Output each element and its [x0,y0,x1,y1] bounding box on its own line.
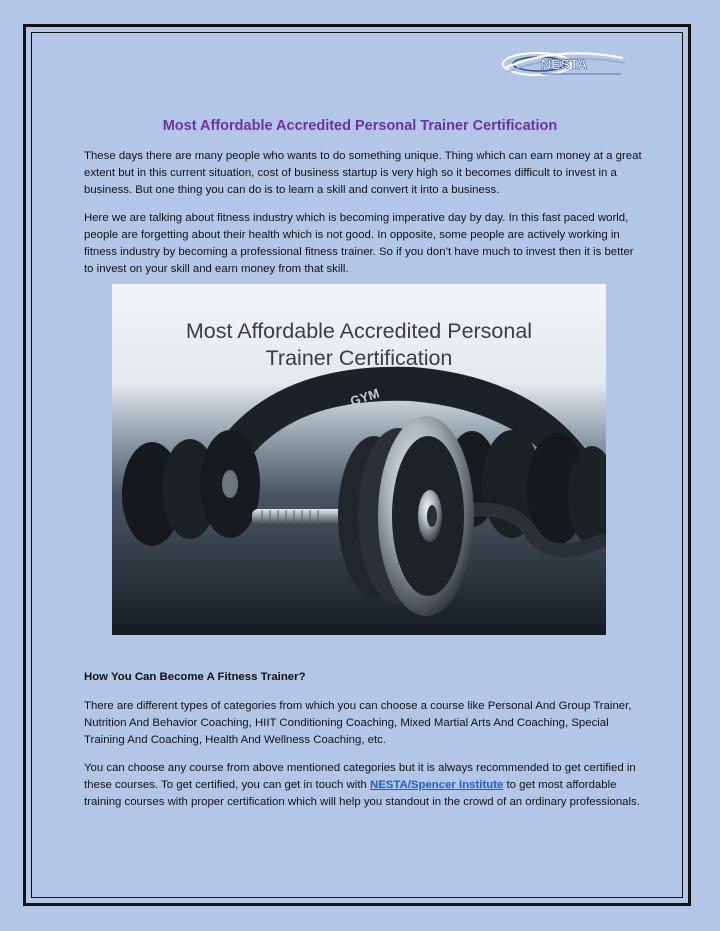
bag-text: GYM [348,385,382,409]
section-paragraph-2-end: to get most affordable training courses with proper certification which will help you standout in the crowd of an ordinary professionals. [84,779,640,808]
intro-paragraph-2: Here we are talking about fitness industry which is becoming imperative day by day. In this fast paced world, people are forgetting about their health which is not good. In opposite, some people are actively working in fitness industry by becoming a professional fitness trainer. So if you don’t have much to invest then it is better to invest on your skill and earn money from that skill. [84,212,634,275]
section-paragraph-1: There are different types of categories from which you can choose a course like Personal And Group Trainer, Nutrition And Behavior Coaching, HIIT Conditioning Coaching, Mixed Martial Arts And Coaching, Special Training And Coaching, Health And Wellness Coaching, etc. [84,700,632,746]
article-title: Most Affordable Accredited Personal Trainer Certification [162,118,558,134]
intro-paragraph-1: These days there are many people who wants to do something unique. Thing which can earn money at a great extent but in this current situation, cost of business startup is very high so it becomes difficult to invest in a business. But one thing you can do is to learn a skill and convert it into a business. [84,150,642,196]
hero-image [112,284,606,635]
logo-text: NESTA [541,56,588,72]
hero-caption-line-2: Trainer Certification [265,346,453,370]
section-paragraph-2-start: You can choose any course from above mentioned categories but it is always recommended to get certified in these courses. To get certified, you can get in touch with [84,762,636,791]
hero-caption [112,318,606,372]
nesta-logo [497,49,629,79]
hero-caption-line-1: Most Affordable Accredited Personal [185,319,533,343]
nesta-spencer-link[interactable]: NESTA/Spencer Institute [369,779,504,791]
section-paragraph-2 [84,760,644,811]
section-heading: How You Can Become A Fitness Trainer? [84,671,306,683]
nesta-logo-icon [497,49,629,79]
